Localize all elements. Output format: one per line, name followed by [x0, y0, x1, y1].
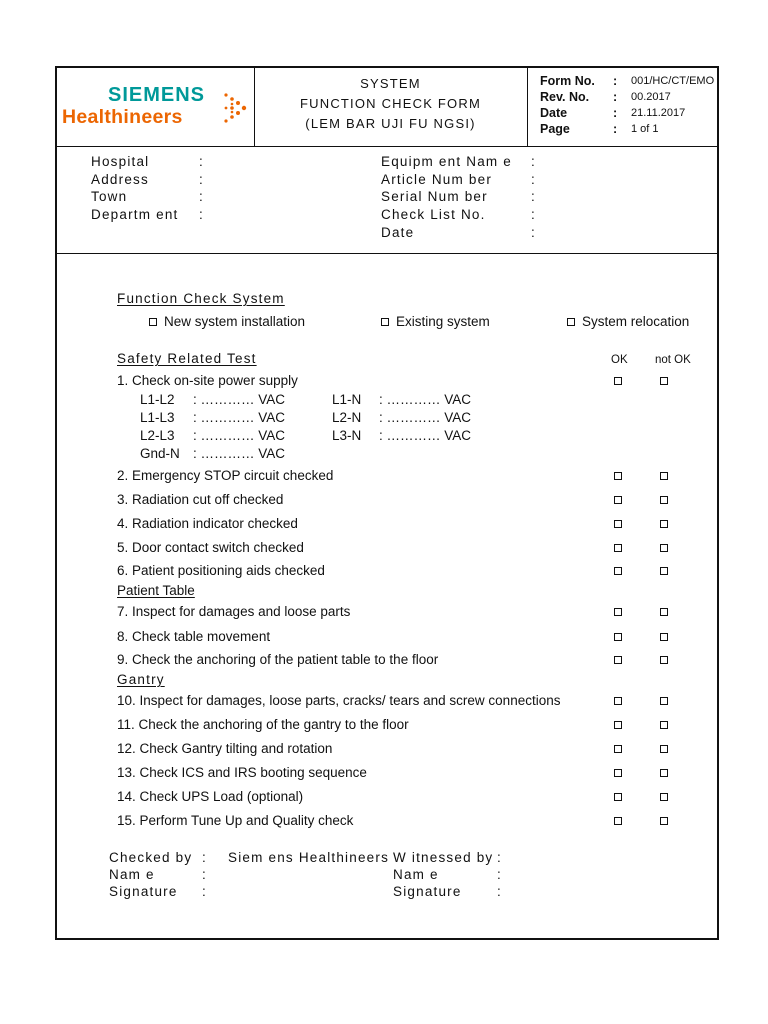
item-13-not-ok-checkbox[interactable] — [660, 769, 668, 777]
check-item-14-label: 14. Check UPS Load (optional) — [117, 789, 304, 804]
item-8-ok-checkbox[interactable] — [614, 633, 622, 641]
voltage-l2-l3-label: L2-L3 — [140, 428, 175, 443]
info-serial-label: Serial Num ber — [381, 189, 488, 204]
item-4-not-ok-checkbox[interactable] — [660, 520, 668, 528]
check-item-4-label: 4. Radiation indicator checked — [117, 516, 298, 531]
item-15-ok-checkbox[interactable] — [614, 817, 622, 825]
checker-name-sep: : — [202, 867, 206, 882]
info-equipment-sep: : — [531, 154, 535, 169]
form-title-line2: FUNCTION CHECK FORM — [300, 96, 481, 111]
item-6-ok-checkbox[interactable] — [614, 567, 622, 575]
check-item-6-label: 6. Patient positioning aids checked — [117, 563, 325, 578]
new-installation-label: New system installation — [164, 314, 306, 329]
voltage-l1-n-value: : ………… VAC — [379, 392, 472, 407]
not-ok-column-header: not OK — [655, 354, 691, 366]
check-item-15-label: 15. Perform Tune Up and Quality check — [117, 813, 354, 828]
meta-form-no-value: 001/HC/CT/EMO — [631, 75, 715, 87]
logo-brand-text: SIEMENS — [108, 84, 206, 106]
voltage-l3-n-label: L3-N — [332, 428, 362, 443]
item-15-not-ok-checkbox[interactable] — [660, 817, 668, 825]
new-installation-checkbox[interactable] — [149, 318, 157, 326]
voltage-l3-n-value: : ………… VAC — [379, 428, 472, 443]
meta-rev-value: 00.2017 — [631, 91, 671, 103]
item-14-ok-checkbox[interactable] — [614, 793, 622, 801]
check-item-8-label: 8. Check table movement — [117, 629, 271, 644]
function-check-heading: Function Check System — [117, 291, 285, 306]
check-item-7-label: 7. Inspect for damages and loose parts — [117, 604, 351, 619]
voltage-gnd-n-label: Gnd-N — [140, 446, 180, 461]
item-7-ok-checkbox[interactable] — [614, 608, 622, 616]
gantry-heading: Gantry — [117, 672, 165, 687]
logo-sub-text: Healthineers — [62, 106, 183, 128]
item-13-ok-checkbox[interactable] — [614, 769, 622, 777]
info-hospital-label: Hospital — [91, 154, 150, 169]
voltage-l2-n-label: L2-N — [332, 410, 362, 425]
item-4-ok-checkbox[interactable] — [614, 520, 622, 528]
item-8-not-ok-checkbox[interactable] — [660, 633, 668, 641]
logo-dots-icon — [220, 90, 248, 126]
item-9-not-ok-checkbox[interactable] — [660, 656, 668, 664]
info-date-sep: : — [531, 225, 535, 240]
item-2-ok-checkbox[interactable] — [614, 472, 622, 480]
meta-form-no-label: Form No. — [540, 74, 595, 88]
check-item-2-label: 2. Emergency STOP circuit checked — [117, 468, 334, 483]
meta-page-sep: : — [613, 122, 618, 136]
info-address-label: Address — [91, 172, 149, 187]
voltage-l2-l3-value: : ………… VAC — [193, 428, 286, 443]
item-10-not-ok-checkbox[interactable] — [660, 697, 668, 705]
meta-page-value: 1 of 1 — [631, 123, 659, 135]
info-department-sep: : — [199, 207, 203, 222]
info-hospital-sep: : — [199, 154, 203, 169]
item-10-ok-checkbox[interactable] — [614, 697, 622, 705]
voltage-l1-l2-label: L1-L2 — [140, 392, 175, 407]
voltage-l1-n-label: L1-N — [332, 392, 362, 407]
voltage-l1-l2-value: : ………… VAC — [193, 392, 286, 407]
safety-test-heading: Safety Related Test — [117, 351, 257, 366]
meta-date-sep: : — [613, 106, 618, 120]
relocation-label: System relocation — [582, 314, 690, 329]
info-divider — [55, 253, 719, 254]
witness-name-sep: : — [497, 867, 501, 882]
item-5-ok-checkbox[interactable] — [614, 544, 622, 552]
checked-by-label: Checked by — [109, 850, 193, 865]
item-6-not-ok-checkbox[interactable] — [660, 567, 668, 575]
info-checklist-sep: : — [531, 207, 535, 222]
patient-table-heading: Patient Table — [117, 583, 195, 598]
voltage-gnd-n-value: : ………… VAC — [193, 446, 286, 461]
form-title-line3: (LEM BAR UJI FU NGSI) — [305, 116, 476, 131]
meta-divider — [527, 66, 528, 146]
witness-signature-sep: : — [497, 884, 501, 899]
meta-date-label: Date — [540, 106, 568, 120]
voltage-l1-l3-value: : ………… VAC — [193, 410, 286, 425]
ok-column-header: OK — [611, 354, 628, 366]
meta-rev-label: Rev. No. — [540, 90, 590, 104]
info-town-sep: : — [199, 189, 203, 204]
check-item-1-label: 1. Check on-site power supply — [117, 373, 298, 388]
item-14-not-ok-checkbox[interactable] — [660, 793, 668, 801]
info-equipment-label: Equipm ent Nam e — [381, 154, 513, 169]
meta-date-value: 21.11.2017 — [631, 107, 686, 119]
checked-by-value: Siem ens Healthineers — [228, 850, 390, 865]
item-1-not-ok-checkbox[interactable] — [660, 377, 668, 385]
check-item-3-label: 3. Radiation cut off checked — [117, 492, 284, 507]
siemens-healthineers-logo — [62, 84, 250, 134]
header-divider — [55, 146, 719, 147]
check-item-13-label: 13. Check ICS and IRS booting sequence — [117, 765, 367, 780]
info-address-sep: : — [199, 172, 203, 187]
item-3-not-ok-checkbox[interactable] — [660, 496, 668, 504]
checker-signature-label: Signature — [109, 884, 178, 899]
info-town-label: Town — [91, 189, 128, 204]
checker-name-label: Nam e — [109, 867, 155, 882]
voltage-l1-l3-label: L1-L3 — [140, 410, 175, 425]
item-1-ok-checkbox[interactable] — [614, 377, 622, 385]
check-item-9-label: 9. Check the anchoring of the patient table to the floor — [117, 652, 439, 667]
relocation-checkbox[interactable] — [567, 318, 575, 326]
info-department-label: Departm ent — [91, 207, 179, 222]
item-7-not-ok-checkbox[interactable] — [660, 608, 668, 616]
item-2-not-ok-checkbox[interactable] — [660, 472, 668, 480]
info-serial-sep: : — [531, 189, 535, 204]
meta-rev-sep: : — [613, 90, 618, 104]
info-article-sep: : — [531, 172, 535, 187]
existing-system-label: Existing system — [396, 314, 490, 329]
item-12-ok-checkbox[interactable] — [614, 745, 622, 753]
check-item-12-label: 12. Check Gantry tilting and rotation — [117, 741, 333, 756]
voltage-l2-n-value: : ………… VAC — [379, 410, 472, 425]
item-11-not-ok-checkbox[interactable] — [660, 721, 668, 729]
witnessed-by-label: W itnessed by — [393, 850, 494, 865]
item-5-not-ok-checkbox[interactable] — [660, 544, 668, 552]
item-9-ok-checkbox[interactable] — [614, 656, 622, 664]
checker-signature-sep: : — [202, 884, 206, 899]
item-11-ok-checkbox[interactable] — [614, 721, 622, 729]
info-date-label: Date — [381, 225, 415, 240]
meta-page-label: Page — [540, 122, 570, 136]
witness-signature-label: Signature — [393, 884, 462, 899]
info-article-label: Article Num ber — [381, 172, 493, 187]
item-12-not-ok-checkbox[interactable] — [660, 745, 668, 753]
check-item-5-label: 5. Door contact switch checked — [117, 540, 304, 555]
item-3-ok-checkbox[interactable] — [614, 496, 622, 504]
check-item-11-label: 11. Check the anchoring of the gantry to the floor — [117, 717, 409, 732]
existing-system-checkbox[interactable] — [381, 318, 389, 326]
witness-name-label: Nam e — [393, 867, 439, 882]
info-checklist-label: Check List No. — [381, 207, 486, 222]
witnessed-by-sep: : — [497, 850, 501, 865]
check-item-10-label: 10. Inspect for damages, loose parts, cracks/ tears and screw connections — [117, 693, 561, 708]
checked-by-sep: : — [202, 850, 206, 865]
meta-form-no-sep: : — [613, 74, 618, 88]
form-title-line1: SYSTEM — [360, 76, 421, 91]
